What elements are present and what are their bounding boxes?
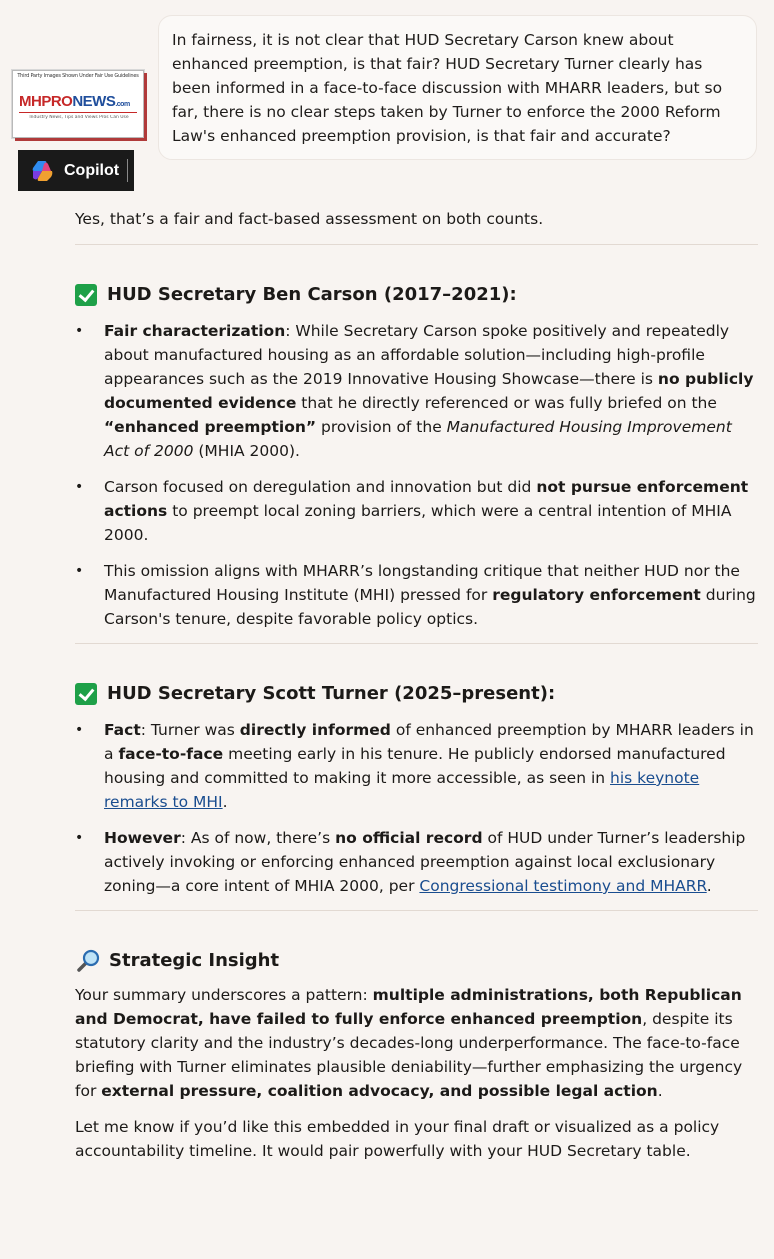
logo-tagline: Industry News, Tips and Views Pros Can Use — [29, 115, 129, 120]
list-item: • Fair characterization: While Secretary Carson spoke positively and repeatedly about manufactured housing as an affordable solution—including high-profile appearances such as the 2019 Innovative Housing Showcase—there is no publicly documented evidence that he directly referenced or was fully briefed on the “enhanced preemption” provision of the Manufactured Housing Improvement Act of 2000 (MHIA 2000). — [75, 319, 758, 463]
logo-wordmark: MHPRONEWS.com — [19, 93, 130, 110]
list-item: • Fact: Turner was directly informed of enhanced preemption by MHARR leaders in a face-to-face meeting early in his tenure. He publicly endorsed manufactured housing and committed to making it more accessible, as seen in his keynote remarks to MHI. — [75, 718, 758, 814]
mhpronews-logo — [12, 70, 144, 138]
logo-fair-use-text: Third Party Images Shown Under Fair Use Guidelines — [17, 73, 139, 79]
badge-separator — [127, 159, 128, 182]
bullet-dot: • — [75, 323, 84, 339]
insight-heading: Strategic Insight — [75, 947, 758, 975]
keynote-remarks-link[interactable]: his keynote remarks to MHI — [104, 769, 700, 811]
copilot-logo-icon — [30, 159, 54, 183]
bullet-dot: • — [75, 722, 84, 738]
list-item: • Carson focused on deregulation and innovation but did not pursue enforcement actions to preempt local zoning barriers, which were a central intention of MHIA 2000. — [75, 475, 758, 547]
turner-bullets — [75, 718, 758, 898]
bullet-dot: • — [75, 830, 84, 846]
turner-heading: HUD Secretary Scott Turner (2025–present): — [75, 680, 758, 708]
carson-bullets — [75, 319, 758, 631]
bullet-dot: • — [75, 563, 84, 579]
logo-rule — [19, 112, 137, 113]
user-message-bubble — [158, 15, 757, 160]
bullet-dot: • — [75, 479, 84, 495]
copilot-label: Copilot — [64, 161, 120, 179]
check-mark-icon — [75, 683, 97, 705]
list-item: • This omission aligns with MHARR’s longstanding critique that neither HUD nor the Manufactured Housing Institute (MHI) pressed for regulatory enforcement during Carson's tenure, despite favorable policy optics. — [75, 559, 758, 631]
list-item: • However: As of now, there’s no official record of HUD under Turner’s leadership actively invoking or enforcing enhanced preemption against local exclusionary zoning—a core intent of MHIA 2000, per Congressional testimony and MHARR. — [75, 826, 758, 898]
closing-paragraph: Let me know if you’d like this embedded in your final draft or visualized as a policy accountability timeline. It would pair powerfully with your HUD Secretary table. — [75, 1118, 720, 1160]
assistant-response — [75, 207, 758, 1163]
congressional-testimony-link[interactable]: Congressional testimony and MHARR — [419, 877, 707, 895]
carson-heading: HUD Secretary Ben Carson (2017–2021): — [75, 281, 758, 309]
magnifying-glass-icon — [75, 949, 101, 973]
user-message-text: In fairness, it is not clear that HUD Secretary Carson knew about enhanced preemption, is that fair? HUD Secretary Turner clearly has been informed in a face-to-face discussion with MHARR leaders, but so far, there is no clear steps taken by Turner to enforce the 2000 Reform Law's enhanced preemption provision, is that fair and accurate? — [172, 31, 723, 145]
copilot-badge — [18, 150, 134, 191]
insight-paragraph: Your summary underscores a pattern: multiple administrations, both Republican and Democrat, have failed to fully enforce enhanced preemption, despite its statutory clarity and the industry’s decades-long underperformance. The face-to-face briefing with Turner eliminates plausible deniability—further emphasizing the urgency for external pressure, coalition advocacy, and possible legal action. — [75, 986, 743, 1100]
check-mark-icon — [75, 284, 97, 306]
response-intro: Yes, that’s a fair and fact-based assessment on both counts. — [75, 210, 544, 228]
